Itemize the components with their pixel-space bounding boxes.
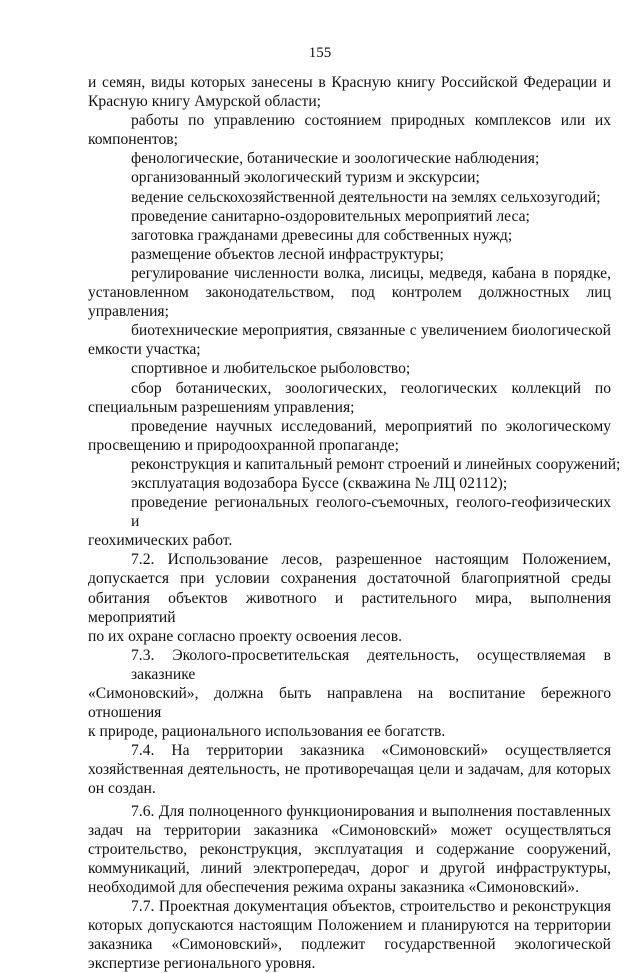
text-line: работы по управлению состоянием природных комплексов или их bbox=[131, 112, 611, 130]
text-line: организованный экологический туризм и экскурсии; bbox=[131, 169, 480, 187]
text-line: 7.3. Эколого-просветительская деятельность, осуществляемая в заказнике bbox=[131, 646, 611, 683]
text-line: фенологические, ботанические и зоологические наблюдения; bbox=[131, 150, 540, 168]
document-body bbox=[88, 73, 621, 973]
text-line: проведение санитарно-оздоровительных мероприятий леса; bbox=[131, 207, 530, 225]
text-line: компонентов; bbox=[88, 131, 179, 149]
text-line: биотехнические мероприятия, связанные с увеличением биологической bbox=[131, 322, 611, 340]
text-line: эксплуатация водозабора Буссе (скважина № ЛЦ 02112); bbox=[131, 474, 508, 492]
text-line: сбор ботанических, зоологических, геологических коллекций по bbox=[131, 379, 611, 397]
text-line: обитания объектов животного и растительного мира, выполнения мероприятий bbox=[88, 589, 611, 626]
text-line: заказника «Симоновский», подлежит государственной экологической bbox=[88, 936, 611, 954]
page-number: 155 bbox=[308, 45, 332, 61]
text-line: 7.7. Проектная документация объектов, строительство и реконструкция bbox=[131, 898, 611, 916]
text-line: Красную книгу Амурской области; bbox=[88, 93, 322, 111]
text-line: размещение объектов лесной инфраструктуры; bbox=[131, 245, 444, 263]
text-line: заготовка гражданами древесины для собственных нужд; bbox=[131, 226, 513, 244]
text-line: проведение региональных геолого-съемочных, геолого-геофизических и bbox=[131, 494, 611, 531]
text-line: допускается при условии сохранения достаточной благоприятной среды bbox=[88, 570, 611, 588]
text-line: управления; bbox=[88, 303, 169, 321]
text-line: просвещению и природоохранной пропаганде; bbox=[88, 436, 399, 454]
text-line: к природе, рационального использования ее богатств. bbox=[88, 723, 446, 741]
text-line: «Симоновский», должна быть направлена на воспитание бережного отношения bbox=[88, 685, 611, 722]
text-line: специальным разрешениям управления; bbox=[88, 398, 355, 416]
text-line: необходимой для обеспечения режима охраны заказника «Симоновский». bbox=[88, 878, 580, 896]
text-line: которых допускаются настоящим Положением и планируются на территории bbox=[88, 917, 611, 935]
text-line: коммуникаций, линий электропередач, дорог и другой инфраструктуры, bbox=[88, 859, 611, 877]
text-line: реконструкция и капитальный ремонт строений и линейных сооружений; bbox=[131, 455, 621, 473]
text-line: хозяйственная деятельность, не противоречащая цели и задачам, для которых bbox=[88, 761, 611, 779]
text-line: установленном законодательством, под контролем должностных лиц bbox=[88, 284, 611, 302]
text-line: 7.4. На территории заказника «Симоновский» осуществляется bbox=[131, 742, 611, 760]
text-line: он создан. bbox=[88, 780, 156, 798]
text-line: экспертизе регионального уровня. bbox=[88, 955, 316, 973]
text-line: по их охране согласно проекту освоения лесов. bbox=[88, 627, 402, 645]
text-line: задач на территории заказника «Симоновский» может осуществляться bbox=[88, 821, 611, 839]
text-line: спортивное и любительское рыболовство; bbox=[131, 360, 411, 378]
text-line: регулирование численности волка, лисицы, медведя, кабана в порядке, bbox=[131, 264, 611, 282]
text-line: и семян, виды которых занесены в Красную книгу Российской Федерации и bbox=[88, 74, 611, 91]
text-line: 7.2. Использование лесов, разрешенное настоящим Положением, bbox=[131, 551, 611, 569]
text-line: емкости участка; bbox=[88, 341, 201, 359]
text-line: строительство, реконструкция, эксплуатация и содержание сооружений, bbox=[88, 840, 611, 858]
text-line: ведение сельскохозяйственной деятельности на землях сельхозугодий; bbox=[131, 188, 601, 206]
text-line: проведение научных исследований, мероприятий по экологическому bbox=[131, 417, 611, 435]
text-line: геохимических работ. bbox=[88, 532, 233, 550]
text-line: 7.6. Для полноценного функционирования и выполнения поставленных bbox=[131, 802, 611, 820]
